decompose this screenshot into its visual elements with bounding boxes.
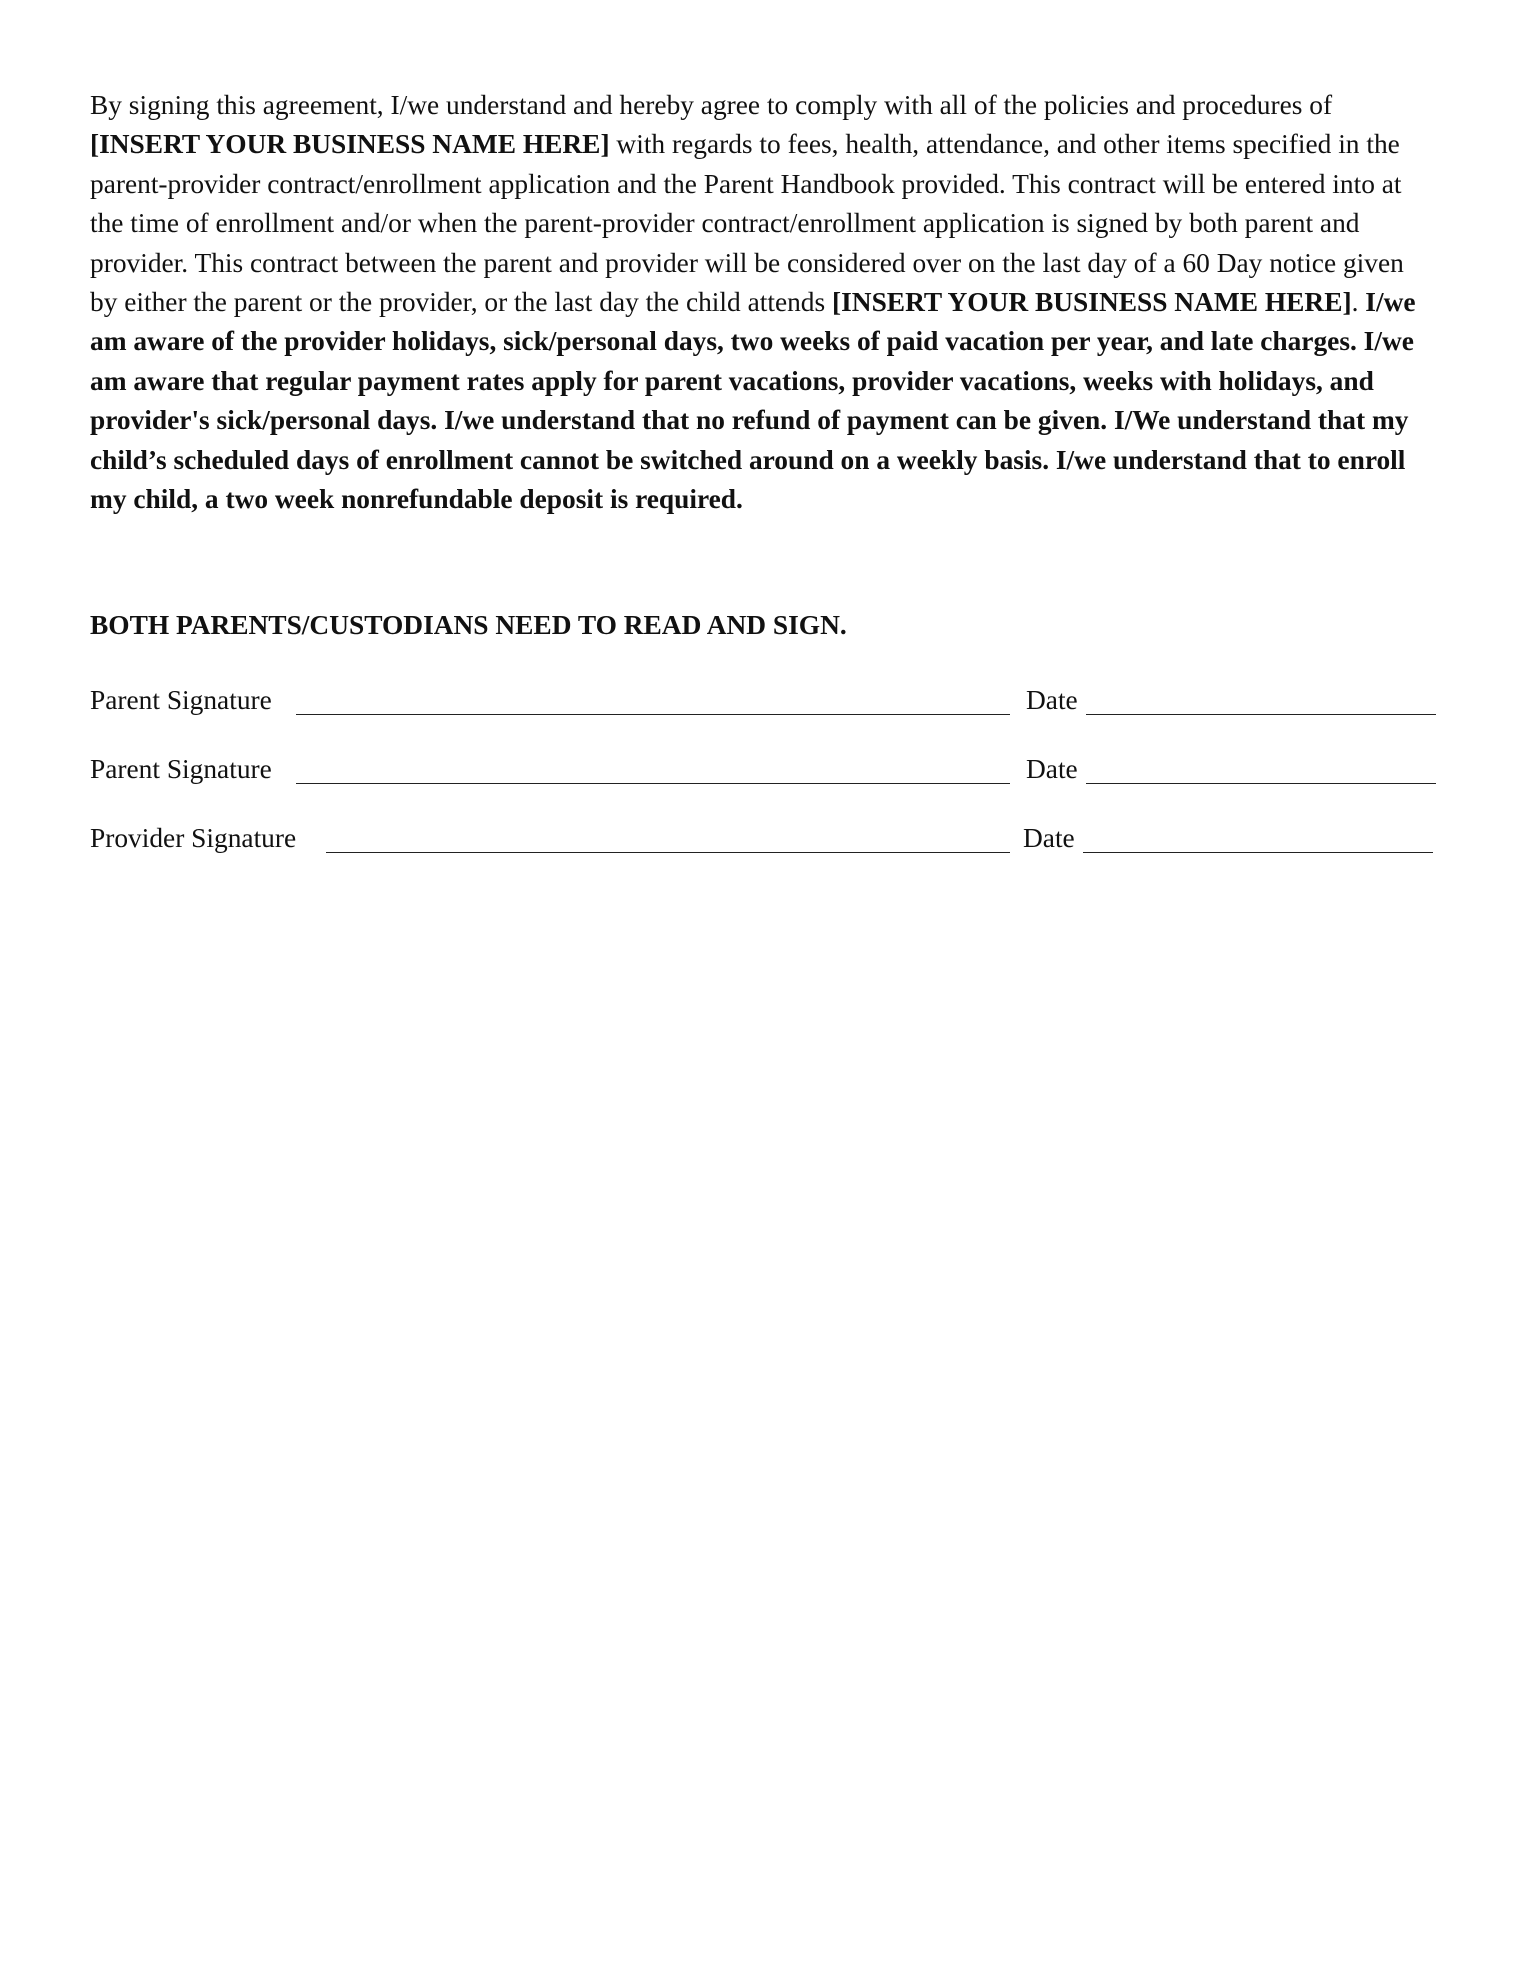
date-line[interactable]: [1086, 714, 1436, 715]
business-name-placeholder: [INSERT YOUR BUSINESS NAME HERE]: [832, 287, 1352, 318]
provider-signature-label: Provider Signature: [90, 823, 297, 853]
date-line[interactable]: [1083, 852, 1433, 853]
signing-notice: BOTH PARENTS/CUSTODIANS NEED TO READ AND SIGN.: [90, 610, 847, 640]
parent-signature-row: [90, 751, 1436, 791]
parent-signature-label: Parent Signature: [90, 685, 272, 715]
date-label: Date: [1023, 823, 1075, 853]
date-label: Date: [1026, 754, 1078, 784]
agreement-text-terms: with regards to fees, health, attendance, and other items specified in the parent-provider contract/enrollment application and the Parent Handbook provided. This contract will be entered into at the time of enrollment and/or when the parent-provider contract/enrollment application is signed by both parent and provider. This contract between the parent and provider will be considered over on the last day of a 60 Day notice given by either the parent or the provider, or the last day the child attends: [90, 129, 1404, 318]
parent-signature-line[interactable]: [296, 783, 1010, 784]
parent-signature-line[interactable]: [296, 714, 1010, 715]
agreement-text-intro: By signing this agreement, I/we understand and hereby agree to comply with all of the policies and procedures of: [90, 90, 1333, 120]
parent-signature-label: Parent Signature: [90, 754, 272, 784]
parent-signature-row: [90, 682, 1436, 722]
business-name-placeholder: [INSERT YOUR BUSINESS NAME HERE]: [90, 129, 610, 160]
date-line[interactable]: [1086, 783, 1436, 784]
date-label: Date: [1026, 685, 1078, 715]
agreement-paragraph: [90, 86, 1436, 519]
provider-signature-row: [90, 820, 1436, 860]
provider-signature-line[interactable]: [326, 852, 1010, 853]
agreement-acknowledgements: I/we am aware of the provider holidays, sick/personal days, two weeks of paid vacation per year, and late charges. I/we am aware that regular payment rates apply for parent vacations, provider vacations, weeks with holidays, and provider's sick/personal days. I/we understand that no refund of payment can be given. I/We understand that my child’s scheduled days of enrollment cannot be switched around on a weekly basis. I/we understand that to enroll my child, a two week nonrefundable deposit is required.: [90, 287, 1416, 515]
agreement-text-period: .: [1351, 287, 1366, 318]
